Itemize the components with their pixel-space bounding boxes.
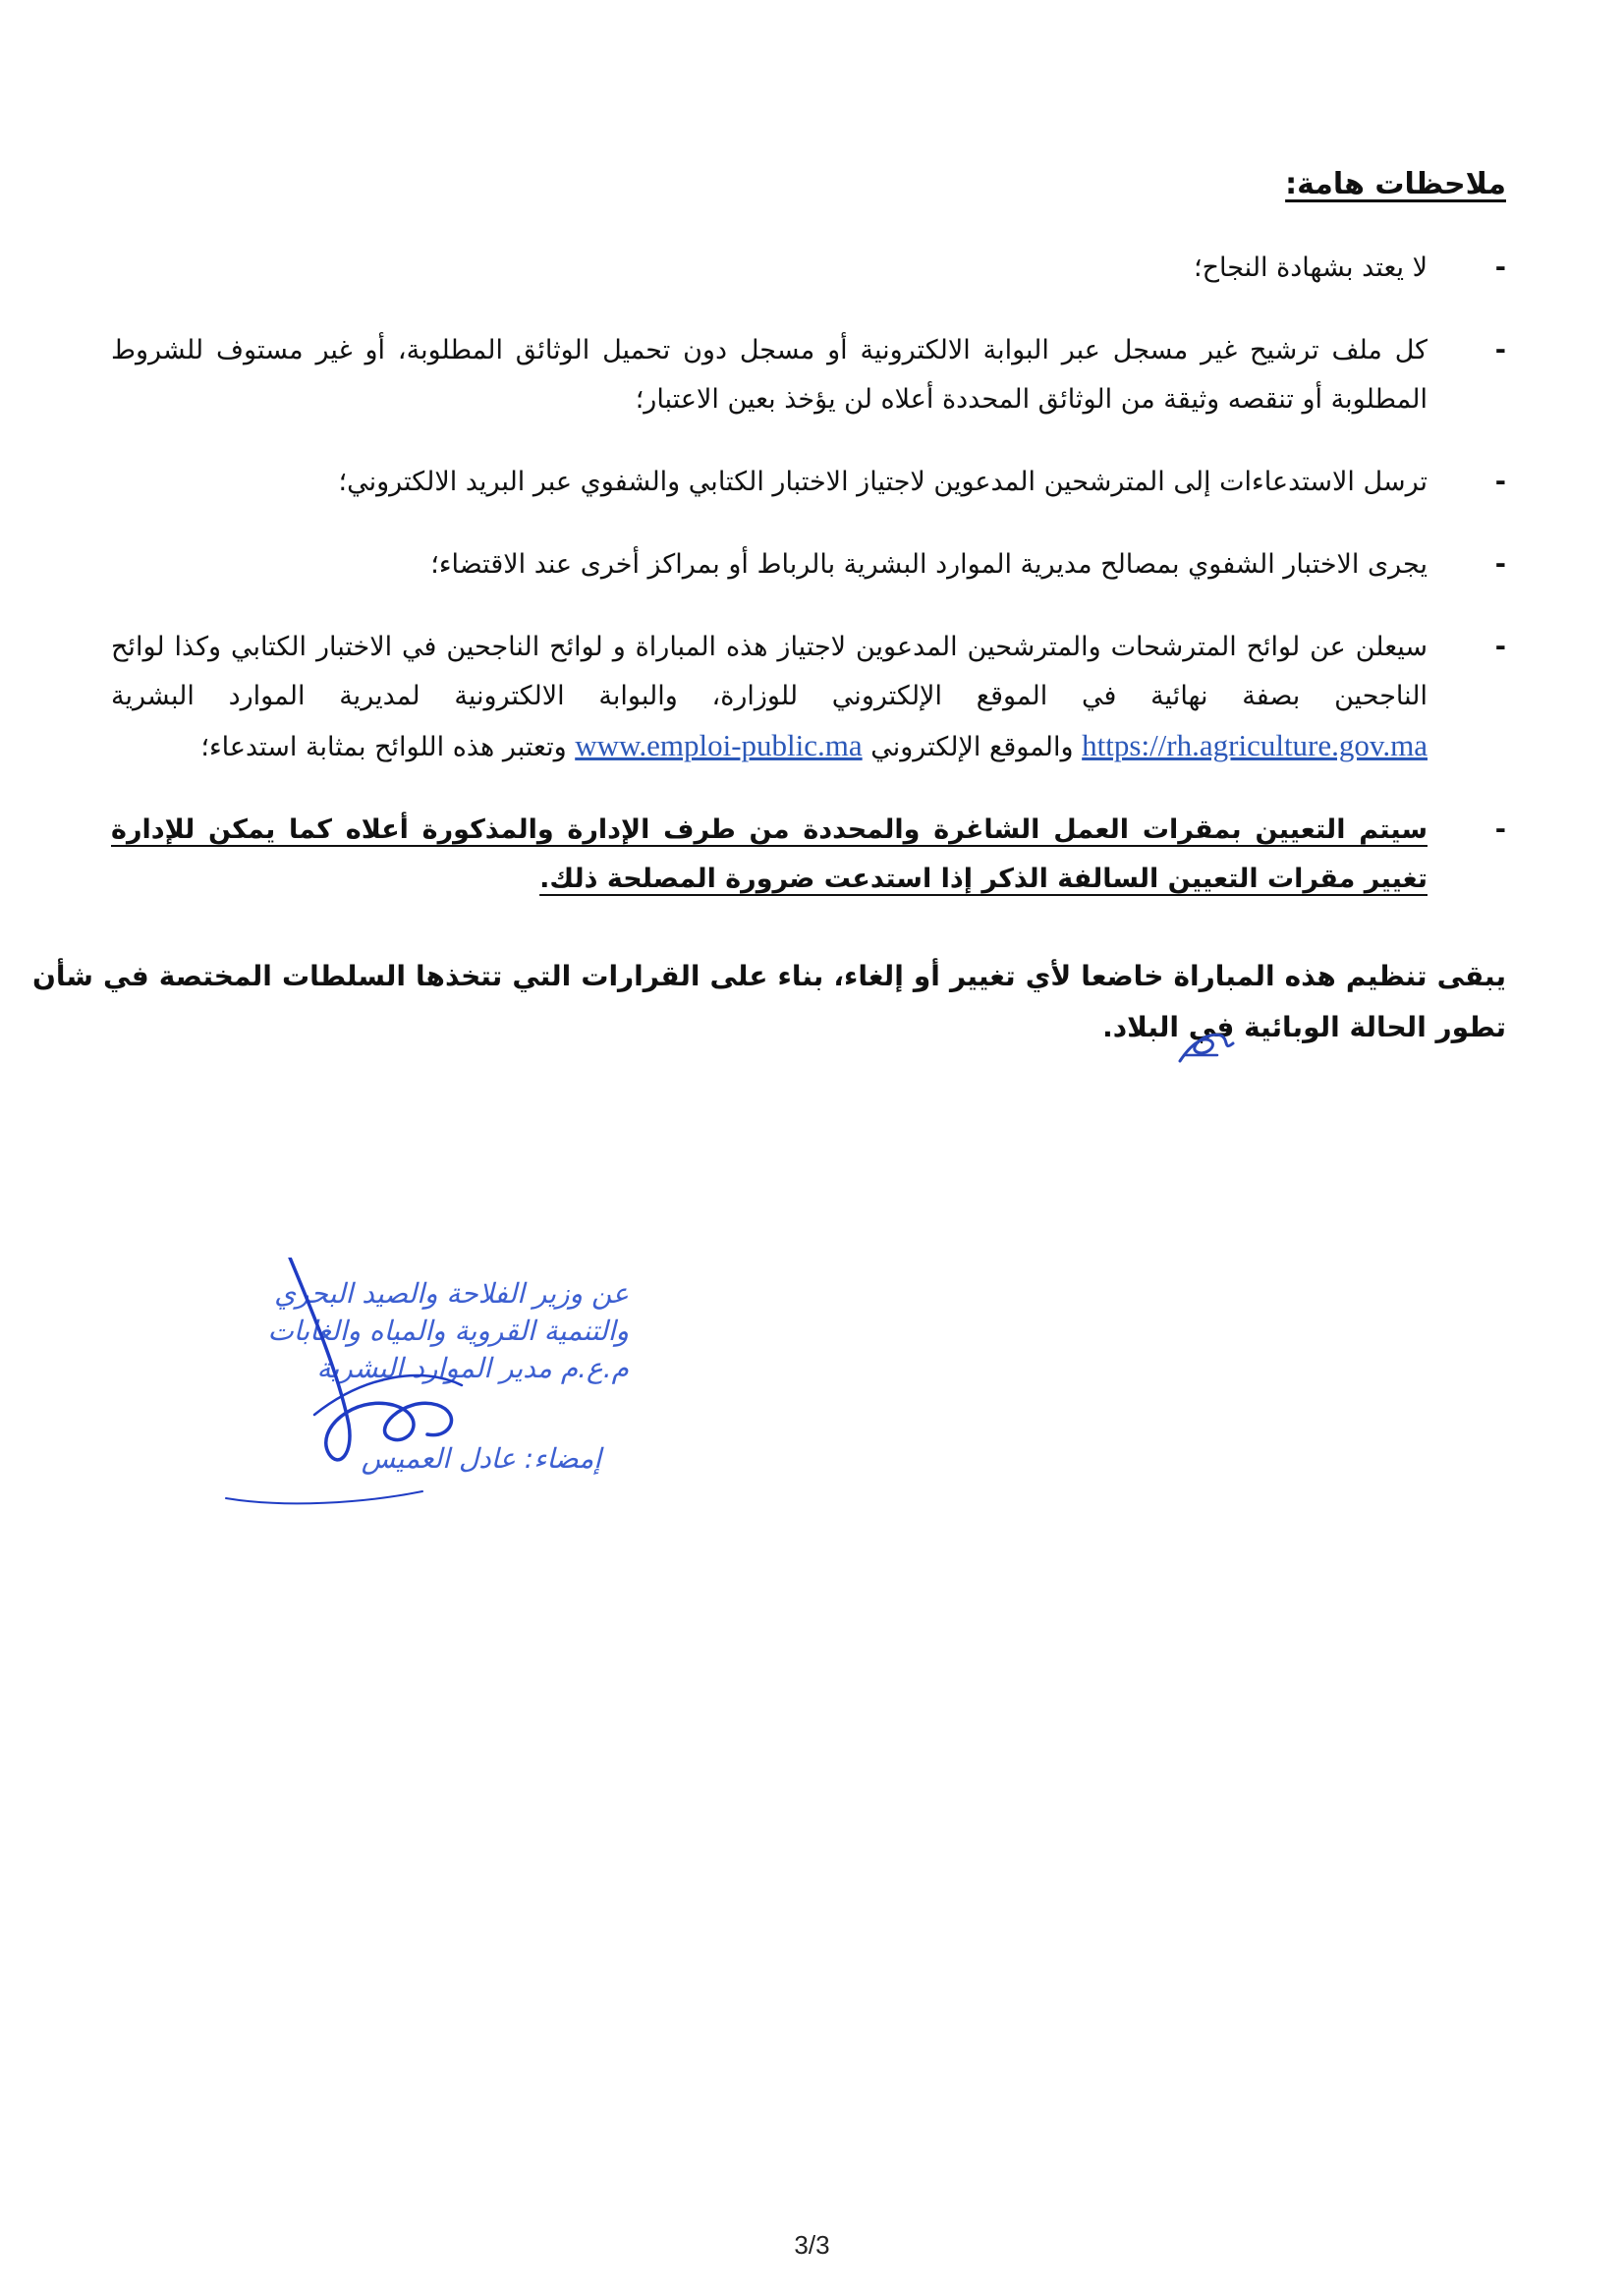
note-item-announcements — [111, 623, 1506, 772]
note-text: وتعتبر هذه اللوائح بمثابة استدعاء؛ — [200, 732, 567, 762]
notes-heading: ملاحظات هامة: — [1285, 167, 1506, 201]
note-text: سيتم التعيين بمقرات العمل الشاغرة والمحددة من طرف الإدارة والمذكورة أعلاه كما يمكن للإدارة تغيير مقرات التعيين السالفة الذكر إذا استدعت ضرورة المصلحة ذلك. — [111, 814, 1428, 894]
note-text: ترسل الاستدعاءات إلى المترشحين المدعوين لاجتياز الاختبار الكتابي والشفوي عبر البريد الالكتروني؛ — [338, 467, 1428, 497]
note-item — [111, 244, 1506, 293]
hr-portal-link[interactable]: https://rh.agriculture.gov.ma — [1082, 728, 1428, 762]
bullet-dash: - — [1494, 814, 1506, 845]
bullet-dash: - — [1494, 252, 1506, 283]
note-item — [111, 326, 1506, 424]
note-item — [111, 540, 1506, 589]
signature-stamp — [167, 1258, 629, 1513]
note-item-assignment — [111, 806, 1506, 904]
stamp-line: إمضاء: عادل العميس — [361, 1442, 601, 1475]
bullet-dash: - — [1494, 467, 1506, 497]
closing-paragraph: يبقى تنظيم هذه المباراة خاضعا لأي تغيير أو إلغاء، بناء على القرارات التي تتخذها السلطات المختصة في شأن تطور الحالة الوبائية في البلاد. — [32, 960, 1506, 1043]
stamp-line: عن وزير الفلاحة والصيد البحري — [274, 1277, 629, 1310]
note-text: والموقع الإلكتروني — [870, 732, 1074, 762]
bullet-dash: - — [1494, 632, 1506, 662]
emploi-public-link[interactable]: www.emploi-public.ma — [575, 728, 863, 762]
note-text: سيعلن عن لوائح المترشحات والمترشحين المدعوين لاجتياز هذه المباراة و لوائح الناجحين في الاختبار الكتابي وكذا لوائح الناجحين بصفة نهائية في الموقع الإلكتروني للوزارة، والبوابة الالكترونية لمديرية الموارد البشرية — [111, 632, 1428, 711]
stamp-line: م.ع.م مدير الموارد البشرية — [316, 1352, 629, 1384]
notes-list — [111, 244, 1506, 937]
note-text: لا يعتد بشهادة النجاح؛ — [1194, 252, 1428, 283]
note-text: يجرى الاختبار الشفوي بمصالح مديرية الموارد البشرية بالرباط أو بمراكز أخرى عند الاقتضاء؛ — [430, 549, 1428, 580]
note-item — [111, 458, 1506, 507]
page-number: 3/3 — [794, 2230, 830, 2260]
bullet-dash: - — [1494, 549, 1506, 580]
handwritten-signature — [167, 1258, 629, 1513]
initials-mark — [1174, 1022, 1243, 1069]
stamp-line: والتنمية القروية والمياه والغابات — [267, 1315, 629, 1347]
bullet-dash: - — [1494, 335, 1506, 365]
note-text: كل ملف ترشيح غير مسجل عبر البوابة الالكترونية أو مسجل دون تحميل الوثائق المطلوبة، أو غير مستوف للشروط المطلوبة أو تنقصه وثيقة من الوثائق المحددة أعلاه لن يؤخذ بعين الاعتبار؛ — [111, 335, 1428, 415]
